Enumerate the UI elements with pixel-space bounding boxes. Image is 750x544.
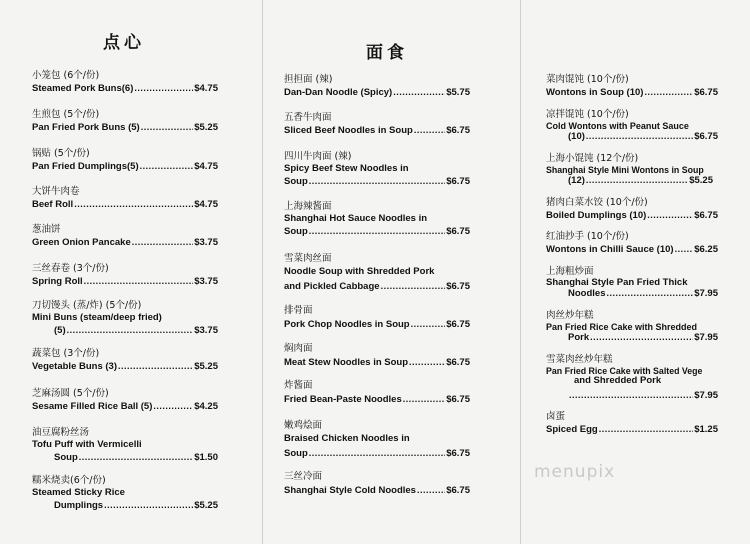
item-chinese-name: 小笼包 (6个/份) [32,70,100,81]
menu-item [32,348,218,373]
item-price: $7.95 [694,332,718,343]
item-english-name: Fried Bean-Paste Noodles [284,394,402,405]
item-chinese-name: 肉丝炒年糕 [546,310,594,321]
menu-item [32,109,218,134]
item-chinese-name: 上海小馄饨 (12个/份) [546,153,639,164]
menu-item [284,420,470,460]
item-price: $6.75 [694,210,718,221]
item-english-name: Green Onion Pancake [32,237,131,248]
item-english-name: Tofu Puff with Vermicelli [32,439,142,450]
item-price: $7.95 [694,390,718,401]
item-chinese-name: 卤蛋 [546,411,566,422]
item-english-name-cont: (5) [54,325,66,336]
item-price: $3.75 [194,325,218,336]
item-english-name: Pork Chop Noodles in Soup [284,319,410,330]
item-english-name: Pan Fried Rice Cake with Shredded [546,322,698,332]
menu-item [284,112,470,137]
fold-line-right [520,0,521,544]
menu-item [284,471,470,497]
item-chinese-name: 三丝春卷 (3个/份) [32,263,109,274]
item-english-name: Spring Roll [32,276,83,287]
menu-item [32,70,218,95]
item-english-name: Pan Fried Dumplings(5) [32,161,139,172]
item-chinese-name: 葱油饼 [32,224,61,235]
menu-item [284,343,470,369]
item-english-name-cont: Noodles [568,288,606,299]
menu-item [546,266,718,299]
item-english-name-cont: Soup [284,226,308,237]
menu-item [32,148,218,173]
item-price: $5.25 [194,361,218,372]
item-price: $1.25 [694,424,718,435]
item-price: $4.75 [194,161,218,172]
item-price: $6.75 [446,281,470,292]
item-english-name: Meat Stew Noodles in Soup [284,357,409,368]
item-english-name: Cold Wontons with Peanut Sauce [546,121,689,131]
item-price: $6.75 [446,485,470,496]
item-price: $6.25 [694,244,718,255]
item-english-name-cont: (12) [568,175,585,186]
item-chinese-name: 四川牛肉面 (辣) [284,151,352,162]
item-english-name: Braised Chicken Noodles in [284,433,410,444]
menu-item [546,153,718,186]
item-english-name: Steamed Pork Buns(6) [32,83,134,94]
menu-item [546,411,718,436]
item-price: $5.25 [194,122,218,133]
item-chinese-name: 五香牛肉面 [284,112,332,123]
item-chinese-name: 刀切馒头 (蒸/炸) (5个/份) [32,300,142,311]
menu-item [32,300,218,337]
fold-line-left [262,0,263,544]
item-english-name: Pan Fried Pork Buns (5) [32,122,140,133]
item-chinese-name: 凉拌馄饨 (10个/份) [546,109,629,120]
item-english-name: Shanghai Hot Sauce Noodles in [284,213,428,224]
item-price: $6.75 [446,125,470,136]
menu-item [546,310,718,343]
item-chinese-name: 大饼牛肉卷 [32,186,80,197]
menupix-watermark: menupix [534,462,616,482]
item-price: $4.75 [194,83,218,94]
item-english-name: Spiced Egg [546,424,598,435]
item-english-name: Spicy Beef Stew Noodles in [284,163,409,174]
item-chinese-name: 焖肉面 [284,343,313,354]
menu-item [284,151,470,188]
item-price: $5.25 [194,500,218,511]
menu-item [32,475,218,512]
item-english-name: Pan Fried Rice Cake with Salted Vege [546,366,703,376]
item-price: $4.25 [194,401,218,412]
item-chinese-name: 雪菜肉丝炒年糕 [546,354,613,365]
menu-item [32,186,218,211]
item-english-name: Beef Roll [32,199,74,210]
item-price: $1.50 [194,452,218,463]
item-price: $6.75 [446,226,470,237]
item-price: $6.75 [446,176,470,187]
item-english-name: Vegetable Buns (3) [32,361,117,372]
menu-item [546,74,718,99]
menu-item [32,388,218,413]
menu-item [546,231,718,256]
item-english-name-cont: Soup [54,452,78,463]
item-english-name: Boiled Dumplings (10) [546,210,647,221]
item-price: $6.75 [446,394,470,405]
item-english-name-cont: Pork [568,332,590,343]
item-english-name: Sliced Beef Noodles in Soup [284,125,413,136]
item-english-name-cont: Soup [284,176,308,187]
item-chinese-name: 菜肉馄饨 (10个/份) [546,74,629,85]
item-chinese-name: 嫩鸡烩面 [284,420,323,431]
item-english-name-cont: and Shredded Pork [574,375,662,386]
menu-item [546,109,718,142]
menu-item [32,224,218,249]
menu-item [546,197,718,222]
item-english-name: Steamed Sticky Rice [32,487,125,498]
item-price: $6.75 [446,319,470,330]
item-english-name-cont: Soup [284,448,308,459]
item-price: $6.75 [694,87,718,98]
item-chinese-name: 上海辣酱面 [284,201,332,212]
item-english-name: Dan-Dan Noodle (Spicy) [284,87,393,98]
item-english-name: Wontons in Soup (10) [546,87,644,98]
item-chinese-name: 油豆腐粉丝汤 [32,427,90,438]
item-english-name: Mini Buns (steam/deep fried) [32,312,162,323]
item-english-name-cont: and Pickled Cabbage [284,281,380,292]
item-chinese-name: 锅贴 (5个/份) [32,148,90,159]
item-price: $4.75 [194,199,218,210]
menu-item [284,253,470,293]
item-english-name: Shanghai Style Pan Fried Thick [546,277,688,288]
item-english-name: Shanghai Style Cold Noodles [284,485,416,496]
item-chinese-name: 担担面 (辣) [284,74,333,85]
item-chinese-name: 芝麻汤圆 (5个/份) [32,388,109,399]
item-chinese-name: 红油抄手 (10个/份) [546,231,629,242]
item-price: $7.95 [694,288,718,299]
menu-item [284,74,470,99]
item-english-name: Wontons in Chilli Sauce (10) [546,244,674,255]
item-english-name: Noodle Soup with Shredded Pork [284,266,435,277]
item-chinese-name: 蔬菜包 (3个/份) [32,348,100,359]
menu-item [284,305,470,331]
item-chinese-name: 上海粗炒面 [546,266,594,277]
item-price: $3.75 [194,237,218,248]
menu-item [32,263,218,288]
menu-item [284,380,470,406]
item-price: $6.75 [446,448,470,459]
dim-sum-heading: 点心 [103,33,145,53]
noodles-heading: 面食 [366,43,408,63]
item-english-name-cont: Dumplings [54,500,104,511]
item-chinese-name: 猪肉白菜水饺 (10个/份) [546,197,648,208]
item-price: $5.25 [689,175,713,186]
item-english-name: Sesame Filled Rice Ball (5) [32,401,153,412]
menu-item [32,427,218,464]
item-price: $3.75 [194,276,218,287]
item-price: $5.75 [446,87,470,98]
item-price: $6.75 [446,357,470,368]
item-chinese-name: 雪菜肉丝面 [284,253,332,264]
menu-item [546,354,718,401]
item-chinese-name: 三丝冷面 [284,471,323,482]
item-price: $6.75 [694,131,718,142]
item-chinese-name: 排骨面 [284,305,313,316]
item-chinese-name: 糯米烧卖(6个/份) [32,475,106,486]
item-english-name: Shanghai Style Mini Wontons in Soup [546,165,704,175]
menu-item [284,201,470,238]
item-chinese-name: 生煎包 (5个/份) [32,109,100,120]
item-chinese-name: 炸酱面 [284,380,313,391]
item-english-name-cont: (10) [568,131,585,142]
